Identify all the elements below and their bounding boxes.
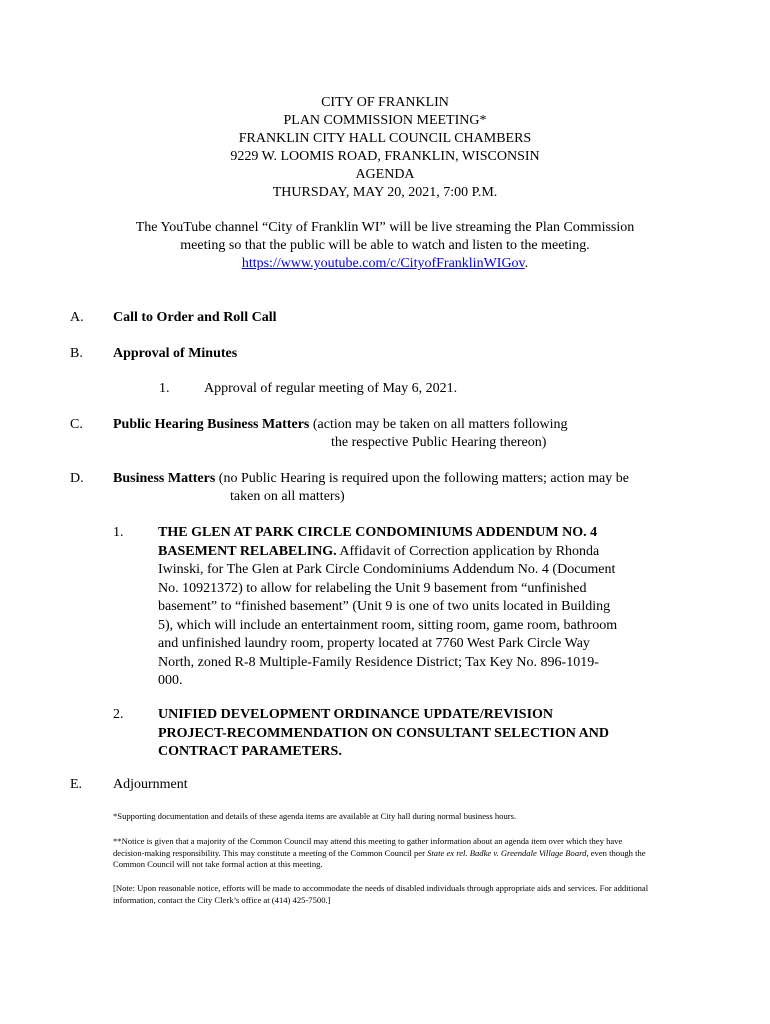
item1-line: 5), which will include an entertainment room, sitting room, game room, bathroom <box>158 617 618 633</box>
item1-line: 000. <box>158 673 183 688</box>
item-title: Adjournment <box>113 777 188 792</box>
header-location: FRANKLIN CITY HALL COUNCIL CHAMBERS <box>238 131 532 146</box>
note-text: *Supporting documentation and details of these agenda items are available at City hall during normal business hours. <box>113 811 517 821</box>
intro-line-1: The YouTube channel “City of Franklin WI” will be live streaming the Plan Commission <box>135 220 635 235</box>
item-letter: A. <box>70 310 84 325</box>
item-letter: C. <box>70 417 83 432</box>
item2-line: CONTRACT PARAMETERS. <box>158 744 342 759</box>
agenda-item-d-2-text <box>158 706 668 762</box>
header-city: CITY OF FRANKLIN <box>321 95 449 110</box>
council-notice <box>113 836 713 871</box>
item-title: Call to Order and Roll Call <box>113 310 277 325</box>
agenda-item-d-1-text <box>158 524 668 691</box>
header-date: THURSDAY, MAY 20, 2021, 7:00 P.M. <box>272 185 498 200</box>
item1-line: Iwinski, for The Glen at Park Circle Condominiums Addendum No. 4 (Document <box>158 562 616 577</box>
notice-line-3: Common Council will not take formal action at this meeting. <box>113 859 323 869</box>
sub-item-text: Approval of regular meeting of May 6, 2021. <box>204 381 458 396</box>
header-agenda: AGENDA <box>355 167 415 182</box>
sub-item-number: 2. <box>113 707 124 722</box>
accessibility-note <box>113 883 713 906</box>
item-letter: D. <box>70 471 84 486</box>
item-detail-continued: taken on all matters) <box>230 489 345 504</box>
intro-line-2: meeting so that the public will be able to watch and listen to the meeting. <box>180 238 590 253</box>
item-title-line <box>113 416 568 434</box>
item-title: Public Hearing Business Matters <box>113 417 310 432</box>
item1-line: No. 10921372) to allow for relabeling the Unit 9 basement from “unfinished <box>158 580 587 596</box>
item2-line: UNIFIED DEVELOPMENT ORDINANCE UPDATE/REVISION <box>158 707 554 722</box>
item-detail: (action may be taken on all matters following <box>309 417 568 432</box>
notice-line-2 <box>113 848 713 860</box>
streaming-notice <box>0 219 770 273</box>
item-letter: B. <box>70 346 83 361</box>
item1-heading-line-1: THE GLEN AT PARK CIRCLE CONDOMINIUMS ADDENDUM NO. 4 <box>158 525 598 540</box>
item-letter: E. <box>70 777 83 792</box>
agenda-header <box>0 94 770 202</box>
item-title-line <box>113 470 629 488</box>
link-suffix: . <box>524 256 529 271</box>
sub-item-number: 1. <box>113 525 124 540</box>
item1-line: and unfinished laundry room, property located at 7760 West Park Circle Way <box>158 636 590 651</box>
accessibility-line-1: [Note: Upon reasonable notice, efforts will be made to accommodate the needs of disabled individuals through appropriate aids and services. For additional <box>113 883 649 893</box>
sub-item-number: 1. <box>159 381 170 396</box>
item1-line-2-rest: Affidavit of Correction application by Rhonda <box>336 543 600 559</box>
case-citation: State ex rel. Badke v. Greendale Village Board <box>427 847 587 858</box>
item1-line: basement” to “finished basement” (Unit 9 is one of two units located in Building <box>158 599 611 614</box>
notice-text: decision-making responsibility. This may constitute a meeting of the Common Council per <box>113 847 428 858</box>
item1-line-2 <box>158 543 668 562</box>
item1-heading-line-2: BASEMENT RELABELING. <box>158 543 337 559</box>
item1-line: North, zoned R-8 Multiple-Family Residence District; Tax Key No. 896-1019- <box>158 654 599 670</box>
accessibility-line-2: information, contact the City Clerk’s office at (414) 425-7500.] <box>113 894 331 905</box>
intro-link-line <box>0 255 770 273</box>
item-detail: (no Public Hearing is required upon the following matters; action may be <box>215 471 629 486</box>
item-title: Business Matters <box>113 471 216 486</box>
item-detail-continued: the respective Public Hearing thereon) <box>331 435 547 450</box>
header-address: 9229 W. LOOMIS ROAD, FRANKLIN, WISCONSIN <box>230 149 540 164</box>
notice-line-1: **Notice is given that a majority of the Common Council may attend this meeting to gather information about an agenda item over which they have <box>113 836 623 846</box>
supporting-docs-note <box>113 811 713 823</box>
header-meeting: PLAN COMMISSION MEETING* <box>283 113 487 128</box>
item2-line: PROJECT-RECOMMENDATION ON CONSULTANT SELECTION AND <box>158 725 609 741</box>
youtube-link[interactable]: https://www.youtube.com/c/CityofFranklinWIGov <box>241 256 525 271</box>
notice-text: , even though the <box>586 847 646 858</box>
item-title: Approval of Minutes <box>113 346 238 361</box>
